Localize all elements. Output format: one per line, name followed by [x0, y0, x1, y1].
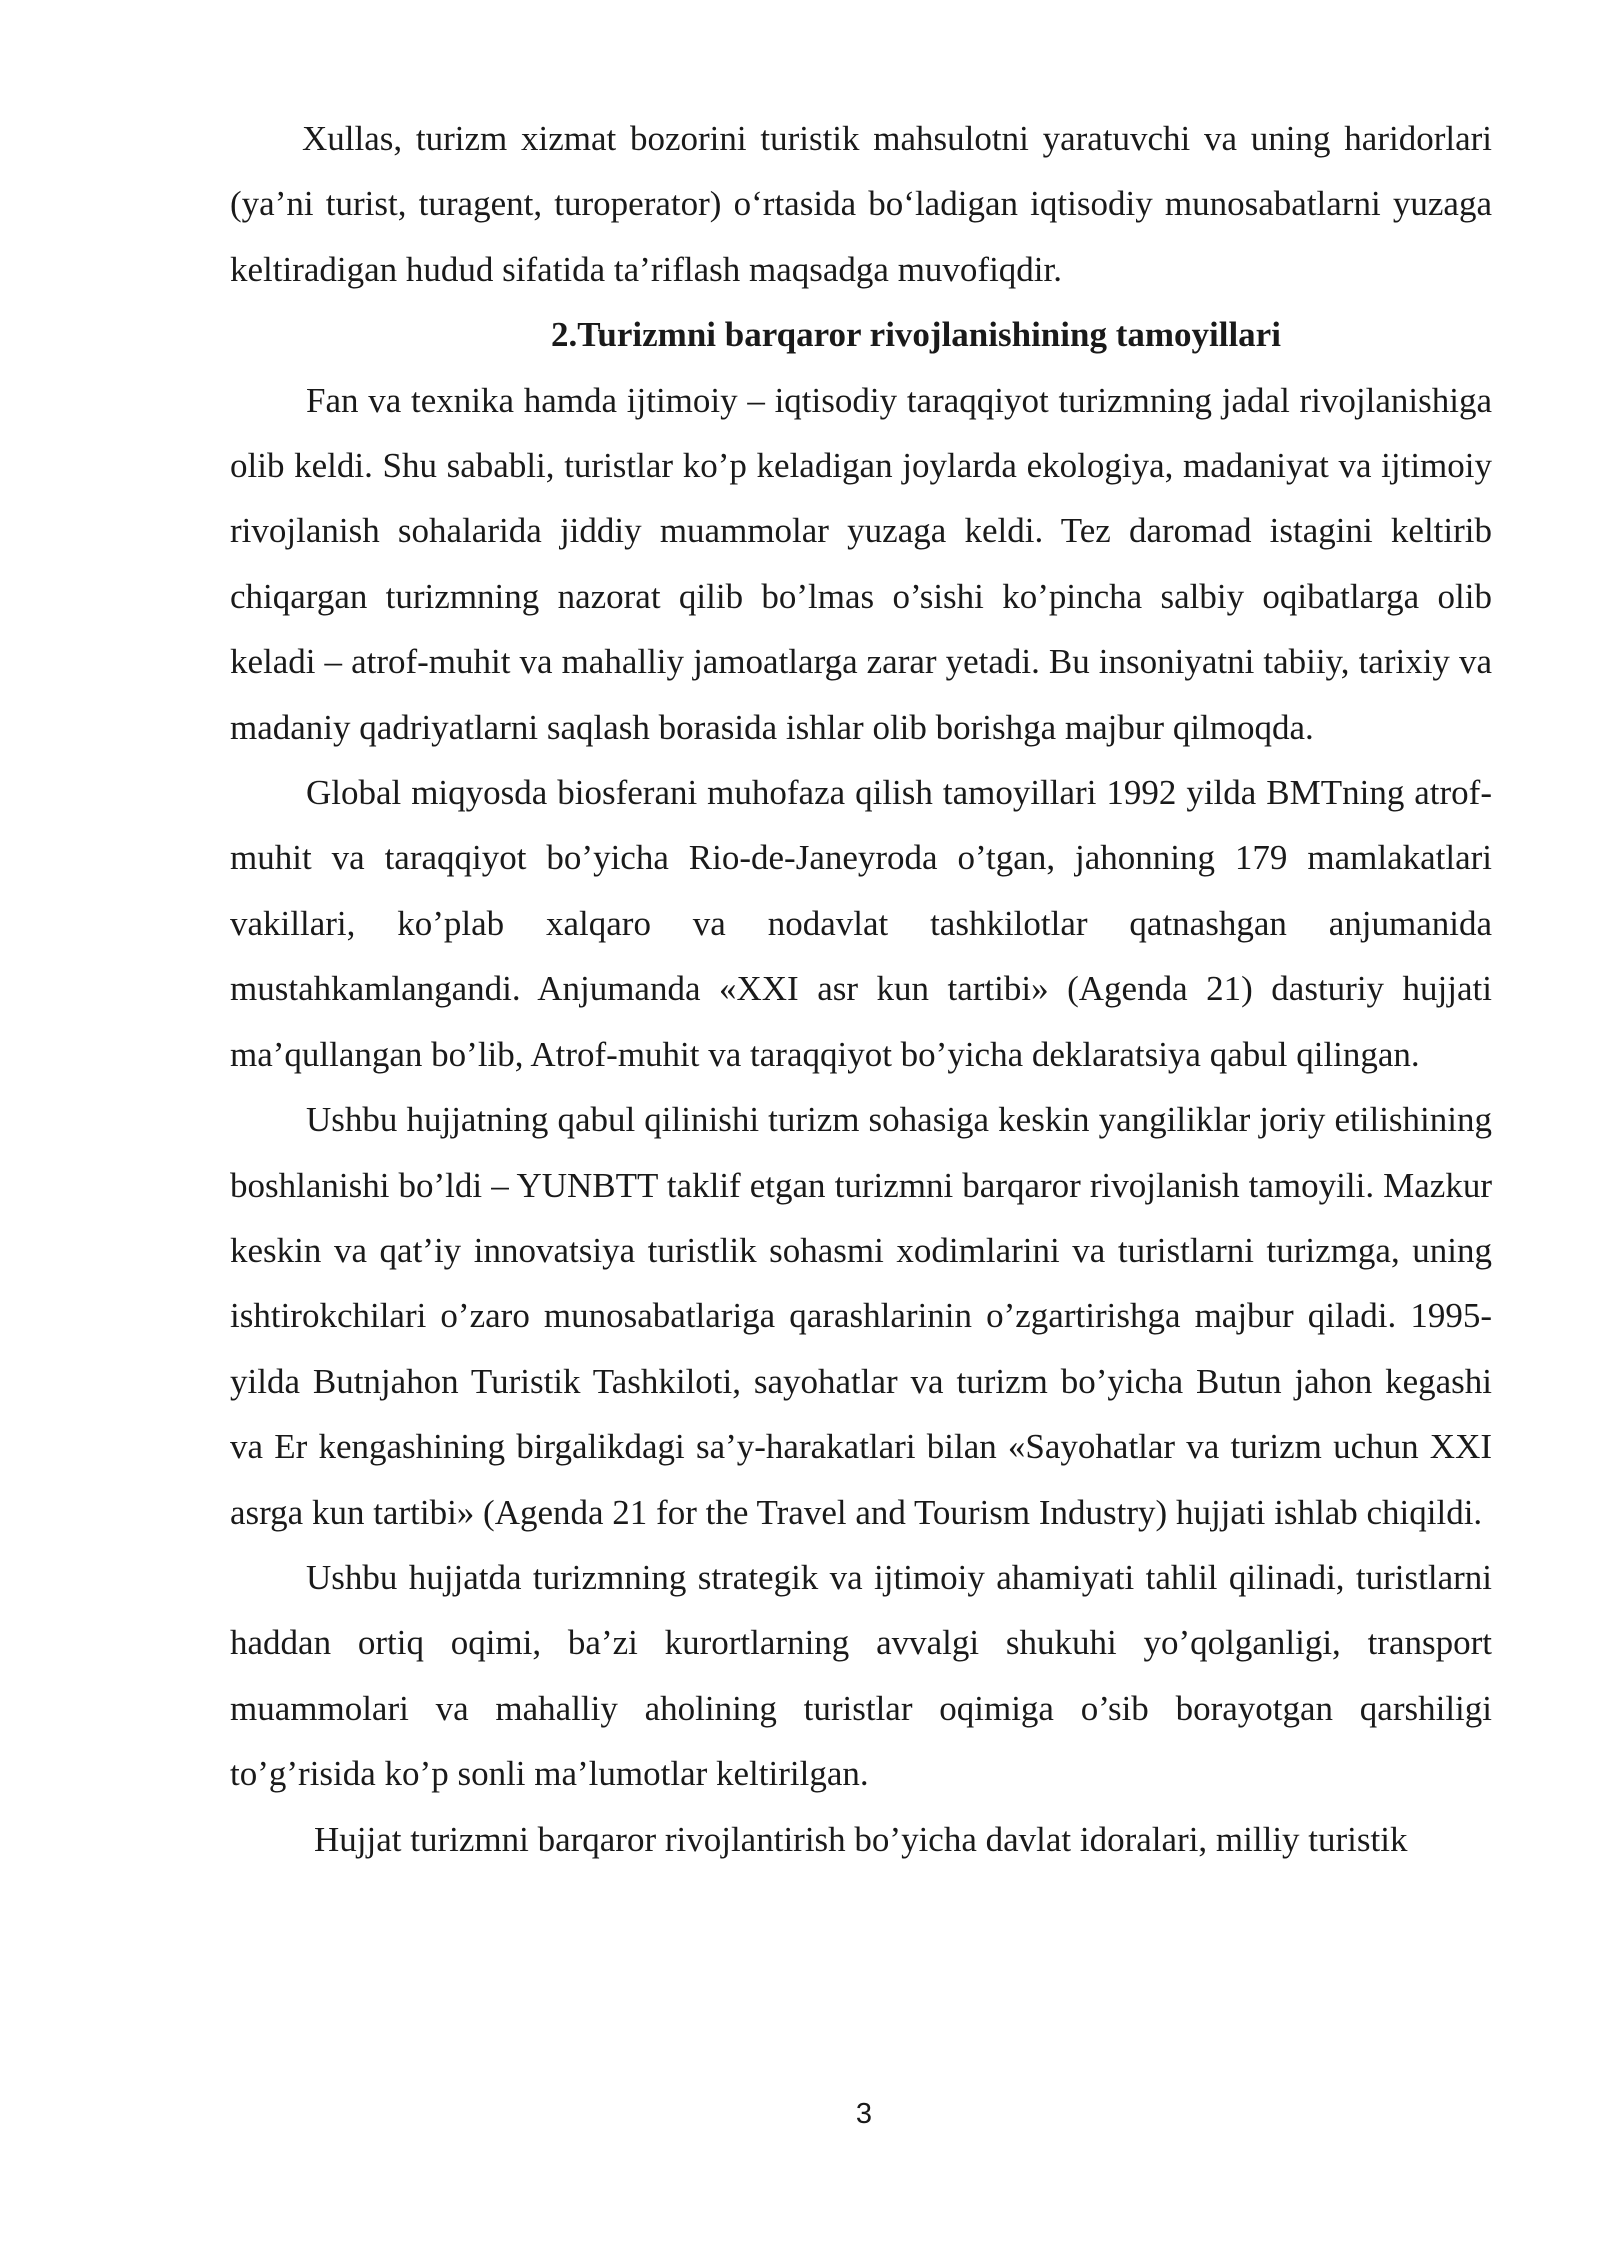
- section-heading: 2.Turizmni barqaror rivojlanishining tamoyillari: [551, 315, 1281, 355]
- page-number: 3: [855, 2098, 873, 2130]
- paragraph-tourism-development: Fan va texnika hamda ijtimoiy – iqtisodiy taraqqiyot turizmning jadal rivojlanishiga olib keldi. Shu sababli, turistlar ko’p keladigan joylarda ekologiya, madaniyat va ijtimoiy rivojlanish sohalarida jiddiy muammolar yuzaga keldi. Tez daromad istagini keltirib chiqargan turizmning nazorat qilib bo’lmas o’sishi ko’pincha salbiy oqibatlarga olib keladi – atrof-muhit va mahalliy jamoatlarga zarar yetadi. Bu insoniyatni tabiiy, tarixiy va madaniy qadriyatlarni saqlash borasida ishlar olib borishga majbur qilmoqda.: [230, 380, 1492, 747]
- paragraph-document-analysis: Ushbu hujjatda turizmning strategik va ijtimoiy ahamiyati tahlil qilinadi, turistlarni haddan ortiq oqimi, ba’zi kurortlarning avvalgi shukuhi yo’qolganligi, transport muammolari va mahalliy aholining turistlar oqimiga o’sib borayotgan qarshiligi to’g’risida ko’p sonli ma’lumotlar keltirilgan.: [230, 1557, 1492, 1794]
- paragraph-intro-summary: Xullas, turizm xizmat bozorini turistik mahsulotni yaratuvchi va uning haridorlari (ya’ni turist, turagent, turoperator) o‘rtasida bo‘ladigan iqtisodiy munosabatlarni yuzaga keltiradigan hudud sifatida ta’riflash maqsadga muvofiqdir.: [230, 119, 1492, 289]
- paragraph-continuation: Hujjat turizmni barqaror rivojlantirish bo’yicha davlat idoralari, milliy turistik: [314, 1819, 1408, 1859]
- document-page: [230, 106, 1492, 1872]
- paragraph-biosphere-principles: Global miqyosda biosferani muhofaza qilish tamoyillari 1992 yilda BMTning atrof-muhit va taraqqiyot bo’yicha Rio-de-Janeyroda o’tgan, jahonning 179 mamlakatlari vakillari, ko’plab xalqaro va nodavlat tashkilotlar qatnashgan anjumanida mustahkamlangandi. Anjumanda «XXI asr kun tartibi» (Agenda 21) dasturiy hujjati ma’qullangan bo’lib, Atrof-muhit va taraqqiyot bo’yicha deklaratsiya qabul qilingan.: [230, 773, 1492, 1074]
- paragraph-agenda-21: Ushbu hujjatning qabul qilinishi turizm sohasiga keskin yangiliklar joriy etilishining boshlanishi bo’ldi – YUNBTT taklif etgan turizmni barqaror rivojlanish tamoyili. Mazkur keskin va qat’iy innovatsiya turistlik sohasmi xodimlarini va turistlarni turizmga, uning ishtirokchilari o’zaro munosabatlariga qarashlarinin o’zgartirishga majbur qiladi. 1995-yilda Butnjahon Turistik Tashkiloti, sayohatlar va turizm bo’yicha Butun jahon kegashi va Er kengashining birgalikdagi sa’y-harakatlari bilan «Sayohatlar va turizm uchun XXI asrga kun tartibi» (Agenda 21 for the Travel and Tourism Industry) hujjati ishlab chiqildi.: [230, 1100, 1492, 1532]
